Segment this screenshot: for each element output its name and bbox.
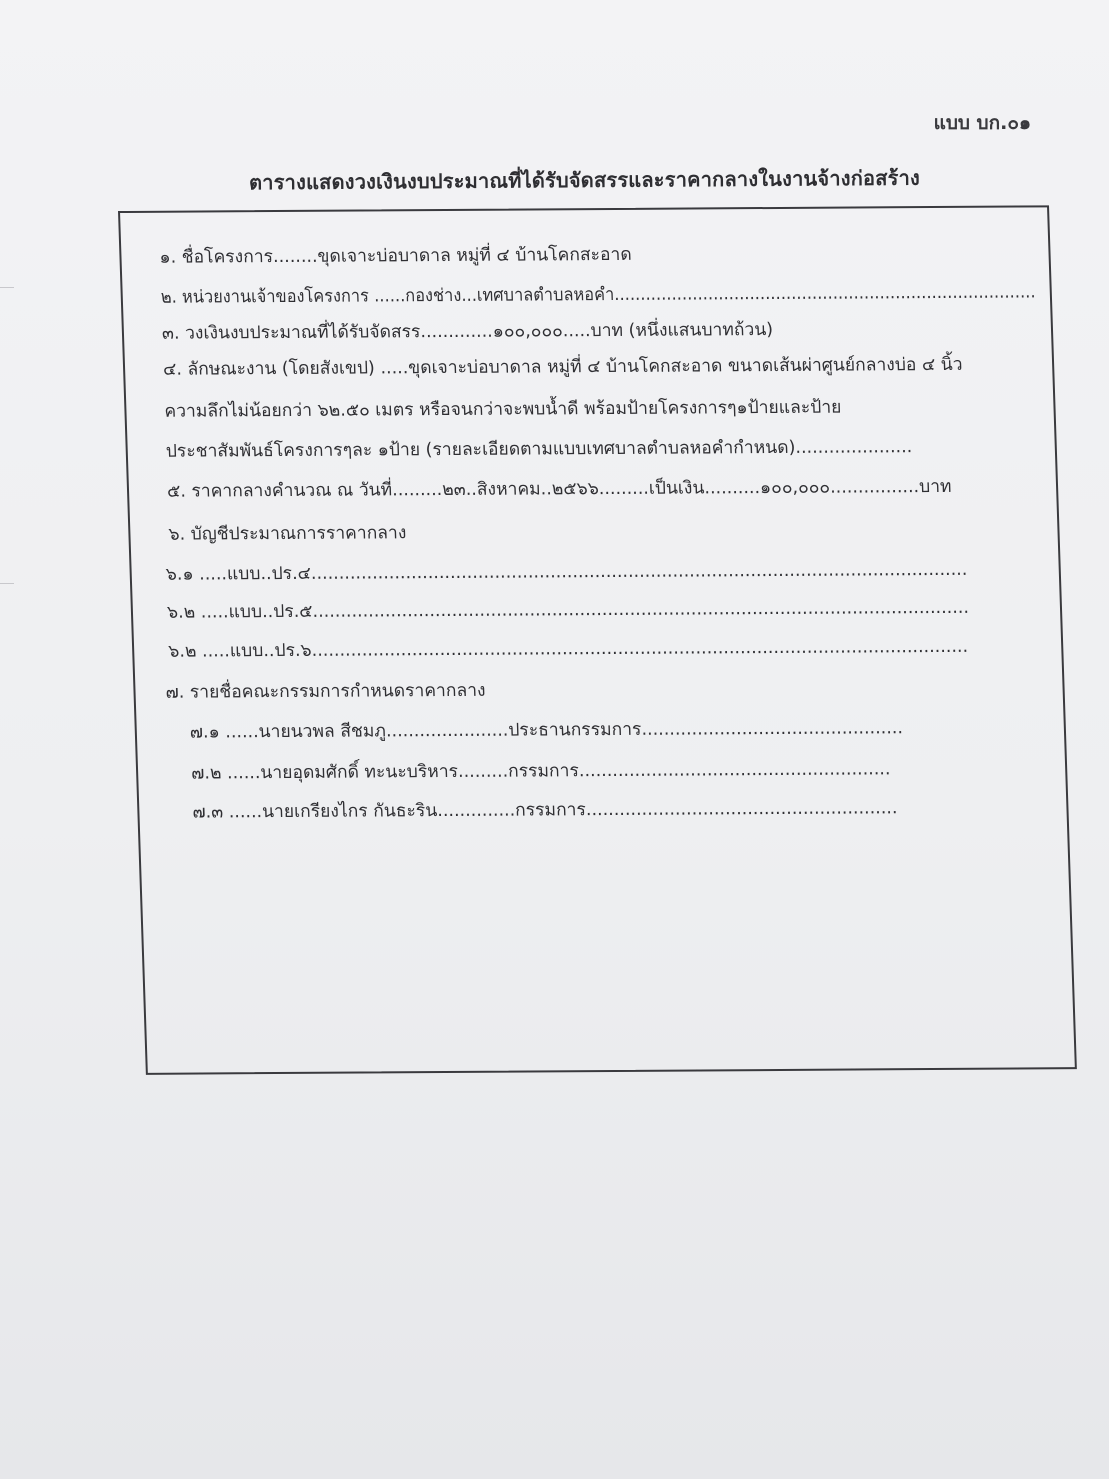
document-title: ตารางแสดงวงเงินงบประมาณที่ได้รับจัดสรรและราคากลางในงานจ้างก่อสร้าง	[248, 165, 921, 195]
item-description-line-1: ๔. ลักษณะงาน (โดยสังเขป) .....ขุดเจาะบ่อบาดาล หมู่ที่ ๔ บ้านโคกสะอาด ขนาดเส้นผ่าศูนย์กลางบ่อ ๔ นิ้ว	[162, 354, 963, 380]
item-median-price: ๕. ราคากลางคำนวณ ณ วันที่.........๒๓..สิงหาคม..๒๕๖๖.........เป็นเงิน..........๑๐๐,๐๐๐................บาท	[166, 476, 952, 502]
item-estimate-form-6: ๖.๒ .....แบบ..ปร.๖......................................................................................................................	[167, 636, 969, 662]
item-estimate-form-4: ๖.๑ .....แบบ..ปร.๔......................................................................................................................	[165, 559, 968, 585]
item-owner-agency: ๒. หน่วยงานเจ้าของโครงการ ......กองช่าง...เทศบาลตำบลหอคำ.................................................................................	[160, 282, 1036, 308]
committee-member-3: ๗.๓ ......นายเกรียงไกร กันธะริน..............กรรมการ........................................................	[192, 798, 898, 823]
committee-member-2: ๗.๒ ......นายอุดมศักดิ์ ทะนะบริหาร.........กรรมการ........................................................	[190, 759, 891, 784]
item-budget: ๓. วงเงินงบประมาณที่ได้รับจัดสรร.............๑๐๐,๐๐๐.....บาท (หนึ่งแสนบาทถ้วน)	[161, 320, 774, 344]
item-project-name: ๑. ชื่อโครงการ........ขุดเจาะบ่อบาดาล หมู่ที่ ๔ บ้านโคกสะอาด	[159, 244, 633, 268]
form-code: แบบ บก.๐๑	[933, 112, 1031, 134]
item-description-line-3: ประชาสัมพันธ์โครงการๆละ ๑ป้าย (รายละเอียดตามแบบเทศบาลตำบลหอคำกำหนด).....................	[165, 437, 913, 462]
item-committee-heading: ๗. รายชื่อคณะกรรมการกำหนดราคากลาง	[165, 680, 486, 703]
page-edge-mark	[0, 287, 14, 288]
page-edge-mark	[0, 583, 14, 584]
item-description-line-2: ความลึกไม่น้อยกว่า ๖๒.๕๐ เมตร หรือจนกว่าจะพบน้ำดี พร้อมป้ายโครงการๆ๑ป้ายและป้าย	[164, 397, 842, 422]
form-box	[118, 205, 1077, 1075]
item-estimate-list-heading: ๖. บัญชีประมาณการราคากลาง	[168, 523, 407, 545]
item-estimate-form-5: ๖.๒ .....แบบ..ปร.๕......................................................................................................................	[166, 597, 970, 623]
committee-member-1: ๗.๑ ......นายนวพล สีชมภู......................ประธานกรรมการ...............................................	[189, 718, 904, 743]
